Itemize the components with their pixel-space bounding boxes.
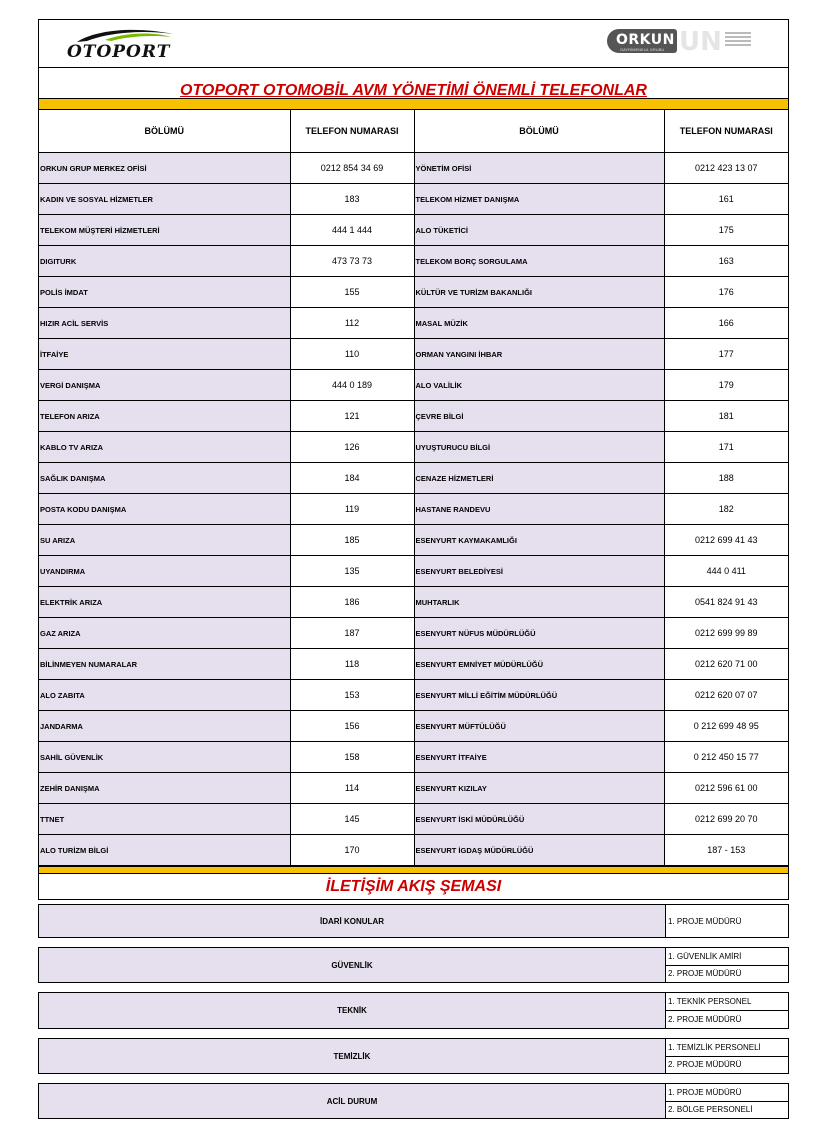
phone-number-right: 166 <box>664 308 788 339</box>
section-name-left: ALO ZABITA <box>39 680 290 711</box>
section-name-left: ALO TURİZM BİLGİ <box>39 835 290 866</box>
phone-number-left: 473 73 73 <box>290 246 414 277</box>
section-name-left: VERGİ DANIŞMA <box>39 370 290 401</box>
section-name-right: ESENYURT MİLLİ EĞİTİM MÜDÜRLÜĞÜ <box>414 680 664 711</box>
section-name-right: ESENYURT KIZILAY <box>414 773 664 804</box>
phone-number-right: 0 212 450 15 77 <box>664 742 788 773</box>
phone-number-left: 118 <box>290 649 414 680</box>
section-name-right: MASAL MÜZİK <box>414 308 664 339</box>
section-name-right: ESENYURT KAYMAKAMLIĞI <box>414 525 664 556</box>
section-name-left: İTFAİYE <box>39 339 290 370</box>
orkun-wordmark: ORKUN <box>616 32 675 48</box>
section-name-right: TELEKOM HİZMET DANIŞMA <box>414 184 664 215</box>
table-row <box>39 494 788 525</box>
phone-number-left: 170 <box>290 835 414 866</box>
phone-number-left: 114 <box>290 773 414 804</box>
flow-box <box>38 947 789 983</box>
section-name-right: ÇEVRE BİLGİ <box>414 401 664 432</box>
table-row <box>39 153 788 184</box>
table-row <box>39 215 788 246</box>
phone-number-left: 155 <box>290 277 414 308</box>
flow-label: TEMİZLİK <box>39 1039 666 1073</box>
phone-number-right: 161 <box>664 184 788 215</box>
phone-number-right: 0212 699 99 89 <box>664 618 788 649</box>
flow-contact: 2. PROJE MÜDÜRÜ <box>668 1060 742 1070</box>
section-name-right: ESENYURT İGDAŞ MÜDÜRLÜĞÜ <box>414 835 664 866</box>
table-row <box>39 742 788 773</box>
table-row <box>39 246 788 277</box>
flow-contacts <box>666 948 788 982</box>
table-row <box>39 835 788 866</box>
flow-contact: 2. PROJE MÜDÜRÜ <box>668 969 742 979</box>
section-name-left: ELEKTRİK ARIZA <box>39 587 290 618</box>
flow-contact: 2. PROJE MÜDÜRÜ <box>668 1015 742 1024</box>
otoport-wordmark: OTOPORT <box>67 42 171 62</box>
phone-number-left: 110 <box>290 339 414 370</box>
flow-label: İDARİ KONULAR <box>39 905 666 937</box>
phone-number-left: 184 <box>290 463 414 494</box>
phone-number-right: 0212 620 71 00 <box>664 649 788 680</box>
phone-number-right: 181 <box>664 401 788 432</box>
phone-number-left: 185 <box>290 525 414 556</box>
flow-box <box>38 992 789 1029</box>
phone-number-right: 0212 699 41 43 <box>664 525 788 556</box>
table-row <box>39 339 788 370</box>
table-row <box>39 804 788 835</box>
flow-contacts <box>666 1084 788 1118</box>
section-name-left: HIZIR ACİL SERVİS <box>39 308 290 339</box>
section-name-right: ESENYURT EMNİYET MÜDÜRLÜĞÜ <box>414 649 664 680</box>
section-name-right: ESENYURT İSKİ MÜDÜRLÜĞÜ <box>414 804 664 835</box>
table-row <box>39 370 788 401</box>
section-name-left: ORKUN GRUP MERKEZ OFİSİ <box>39 153 290 184</box>
flow-contact: 1. TEMİZLİK PERSONELİ <box>666 1039 788 1057</box>
section-name-right: HASTANE RANDEVU <box>414 494 664 525</box>
section-name-right: ALO TÜKETİCİ <box>414 215 664 246</box>
table-row <box>39 680 788 711</box>
section-name-right: ESENYURT BELEDİYESİ <box>414 556 664 587</box>
section-name-left: KADIN VE SOSYAL HİZMETLER <box>39 184 290 215</box>
orkun-ghost-text: UN <box>679 27 722 57</box>
table-row <box>39 618 788 649</box>
phone-number-right: 179 <box>664 370 788 401</box>
flow-label: ACİL DURUM <box>39 1084 666 1118</box>
phone-number-left: 183 <box>290 184 414 215</box>
header-section-right: BÖLÜMÜ <box>414 110 664 153</box>
table-row <box>39 556 788 587</box>
header-phone-right: TELEFON NUMARASI <box>664 110 788 153</box>
section-name-right: ALO VALİLİK <box>414 370 664 401</box>
phone-number-right: 188 <box>664 463 788 494</box>
section-name-right: CENAZE HİZMETLERİ <box>414 463 664 494</box>
section-name-left: TELEKOM MÜŞTERİ HİZMETLERİ <box>39 215 290 246</box>
phone-number-right: 444 0 411 <box>664 556 788 587</box>
section-name-left: TTNET <box>39 804 290 835</box>
section-name-right: UYUŞTURUCU BİLGİ <box>414 432 664 463</box>
table-row <box>39 711 788 742</box>
flow-box <box>38 904 789 938</box>
orkun-text-lines-icon <box>725 32 751 48</box>
section-name-left: UYANDIRMA <box>39 556 290 587</box>
flow-contacts <box>666 1039 788 1073</box>
phone-number-right: 177 <box>664 339 788 370</box>
section-name-left: ZEHİR DANIŞMA <box>39 773 290 804</box>
orkun-logo <box>607 27 762 57</box>
flow-box <box>38 1083 789 1119</box>
flow-label: TEKNİK <box>39 993 666 1028</box>
section-name-left: POLİS İMDAT <box>39 277 290 308</box>
table-row <box>39 401 788 432</box>
phone-number-left: 135 <box>290 556 414 587</box>
logo-header <box>39 20 788 68</box>
phone-number-right: 187 - 153 <box>664 835 788 866</box>
phone-number-right: 0212 699 20 70 <box>664 804 788 835</box>
phone-number-left: 0212 854 34 69 <box>290 153 414 184</box>
flow-contact: 1. PROJE MÜDÜRÜ <box>666 1084 788 1102</box>
page-title: OTOPORT OTOMOBİL AVM YÖNETİMİ ÖNEMLİ TELEFONLAR <box>180 82 647 98</box>
phone-number-right: 0541 824 91 43 <box>664 587 788 618</box>
table-row <box>39 525 788 556</box>
phone-number-left: 444 1 444 <box>290 215 414 246</box>
phone-number-right: 0212 596 61 00 <box>664 773 788 804</box>
phone-number-right: 176 <box>664 277 788 308</box>
section-name-left: SU ARIZA <box>39 525 290 556</box>
header-section-left: BÖLÜMÜ <box>39 110 290 153</box>
flow-box <box>38 1038 789 1074</box>
table-header-row <box>39 110 788 153</box>
phone-directory-frame <box>38 19 789 900</box>
section-name-left: BİLİNMEYEN NUMARALAR <box>39 649 290 680</box>
flow-contact: 1. PROJE MÜDÜRÜ <box>668 916 742 926</box>
title-row <box>39 68 788 98</box>
flow-contacts <box>666 905 788 937</box>
phone-number-left: 145 <box>290 804 414 835</box>
phone-number-left: 158 <box>290 742 414 773</box>
section-name-left: POSTA KODU DANIŞMA <box>39 494 290 525</box>
flow-contact: 1. GÜVENLİK AMİRİ <box>666 948 788 966</box>
section-name-left: SAHİL GÜVENLİK <box>39 742 290 773</box>
phone-number-left: 444 0 189 <box>290 370 414 401</box>
header-phone-left: TELEFON NUMARASI <box>290 110 414 153</box>
yellow-divider <box>39 98 788 110</box>
phone-number-left: 119 <box>290 494 414 525</box>
section-name-right: MUHTARLIK <box>414 587 664 618</box>
flow-contact: 2. BÖLGE PERSONELİ <box>668 1105 753 1115</box>
phone-number-right: 0 212 699 48 95 <box>664 711 788 742</box>
phone-number-left: 112 <box>290 308 414 339</box>
section-name-right: TELEKOM BORÇ SORGULAMA <box>414 246 664 277</box>
orkun-badge <box>607 29 677 53</box>
section-name-right: ESENYURT NÜFUS MÜDÜRLÜĞÜ <box>414 618 664 649</box>
phone-number-left: 187 <box>290 618 414 649</box>
phone-number-right: 163 <box>664 246 788 277</box>
section-name-right: YÖNETİM OFİSİ <box>414 153 664 184</box>
flow-contacts <box>666 993 788 1028</box>
table-row <box>39 432 788 463</box>
table-row <box>39 587 788 618</box>
phone-table <box>39 110 788 866</box>
flow-contact: 1. TEKNİK PERSONEL <box>666 993 788 1011</box>
table-row <box>39 308 788 339</box>
section-name-right: ESENYURT İTFAİYE <box>414 742 664 773</box>
table-row <box>39 649 788 680</box>
section-name-left: TELEFON ARIZA <box>39 401 290 432</box>
phone-number-right: 175 <box>664 215 788 246</box>
flow-title: İLETİŞİM AKIŞ ŞEMASI <box>325 878 502 895</box>
table-row <box>39 773 788 804</box>
flow-label: GÜVENLİK <box>39 948 666 982</box>
orkun-subtitle: GAYRİMENKUL GRUBU <box>620 47 665 52</box>
table-row <box>39 184 788 215</box>
otoport-logo <box>67 28 192 62</box>
phone-number-right: 171 <box>664 432 788 463</box>
section-name-left: JANDARMA <box>39 711 290 742</box>
phone-number-left: 121 <box>290 401 414 432</box>
phone-number-left: 153 <box>290 680 414 711</box>
section-name-left: SAĞLIK DANIŞMA <box>39 463 290 494</box>
table-row <box>39 277 788 308</box>
yellow-divider-bottom <box>39 866 788 874</box>
phone-number-right: 182 <box>664 494 788 525</box>
phone-number-left: 156 <box>290 711 414 742</box>
section-name-right: ESENYURT MÜFTÜLÜĞÜ <box>414 711 664 742</box>
table-row <box>39 463 788 494</box>
phone-number-right: 0212 423 13 07 <box>664 153 788 184</box>
phone-number-left: 186 <box>290 587 414 618</box>
section-name-left: GAZ ARIZA <box>39 618 290 649</box>
section-name-left: KABLO TV ARIZA <box>39 432 290 463</box>
section-name-right: KÜLTÜR VE TURİZM BAKANLIĞI <box>414 277 664 308</box>
section-name-right: ORMAN YANGINI İHBAR <box>414 339 664 370</box>
section-name-left: DIGITURK <box>39 246 290 277</box>
phone-number-left: 126 <box>290 432 414 463</box>
phone-number-right: 0212 620 07 07 <box>664 680 788 711</box>
